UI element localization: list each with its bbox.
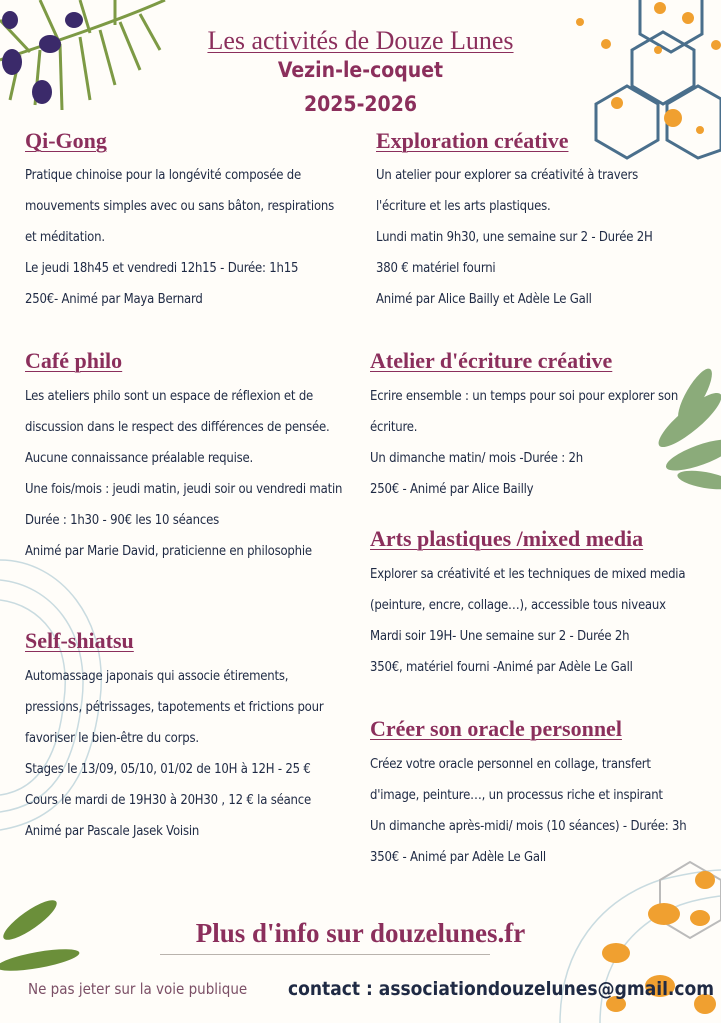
section-line: écriture. — [370, 420, 418, 435]
location-subtitle: Vezin-le-coquet — [277, 58, 444, 82]
contact-email[interactable]: contact : associationdouzelunes@gmail.com — [288, 978, 715, 1000]
section-line: (peinture, encre, collage…), accessible tous niveaux — [370, 598, 666, 613]
section-line: l'écriture et les arts plastiques. — [376, 199, 551, 214]
section-line: Le jeudi 18h45 et vendredi 12h15 - Durée: 1h15 — [25, 261, 299, 276]
section-line: Aucune connaissance préalable requise. — [25, 451, 254, 466]
leaf-decoration — [652, 365, 721, 493]
section-line: 250€- Animé par Maya Bernard — [25, 292, 203, 307]
section-line: Cours le mardi de 19H30 à 20H30 , 12 € la séance — [25, 793, 311, 808]
contour-decoration — [0, 560, 101, 830]
section-line: 350€, matériel fourni -Animé par Adèle Le Gall — [370, 660, 633, 675]
section-title: Exploration créative — [376, 128, 569, 153]
section-line: Lundi matin 9h30, une semaine sur 2 - Durée 2H — [376, 230, 653, 245]
section-line: Mardi soir 19H- Une semaine sur 2 - Durée 2h — [370, 629, 630, 644]
section-line: Pratique chinoise pour la longévité composée de — [25, 168, 302, 183]
section-title: Créer son oracle personnel — [370, 716, 622, 741]
section-line: Animé par Pascale Jasek Voisin — [25, 824, 200, 839]
section-line: 350€ - Animé par Adèle Le Gall — [370, 850, 546, 865]
section-line: et méditation. — [25, 230, 105, 245]
section-line: mouvements simples avec ou sans bâton, respirations — [25, 199, 335, 214]
footer-divider — [160, 954, 490, 955]
section-line: discussion dans le respect des différences de pensée. — [25, 420, 330, 435]
section-line: Un atelier pour explorer sa créativité à travers — [376, 168, 638, 183]
section-line: Un dimanche après-midi/ mois (10 séances) - Durée: 3h — [370, 819, 687, 834]
page-title: Les activités de Douze Lunes — [207, 26, 514, 55]
section-line: Durée : 1h30 - 90€ les 10 séances — [25, 513, 219, 528]
section-title: Arts plastiques /mixed media — [370, 526, 644, 551]
section-line: Automassage japonais qui associe étirements, — [25, 669, 289, 684]
section-line: Un dimanche matin/ mois -Durée : 2h — [370, 451, 583, 466]
season-subtitle: 2025-2026 — [303, 92, 417, 116]
section-line: d'image, peinture…, un processus riche et inspirant — [370, 788, 663, 803]
section-line: Explorer sa créativité et les techniques de mixed media — [370, 567, 686, 582]
more-info-link[interactable]: Plus d'info sur douzelunes.fr — [195, 918, 526, 948]
no-litter-notice: Ne pas jeter sur la voie publique — [28, 980, 248, 998]
section-title: Café philo — [25, 348, 123, 373]
section-line: Animé par Alice Bailly et Adèle Le Gall — [376, 292, 592, 307]
section-line: Créez votre oracle personnel en collage, transfert — [370, 757, 651, 772]
section-line: Ecrire ensemble : un temps pour soi pour explorer son — [370, 389, 679, 404]
section-title: Atelier d'écriture créative — [370, 348, 613, 373]
section-line: Animé par Marie David, praticienne en philosophie — [25, 544, 312, 559]
section-line: favoriser le bien-être du corps. — [25, 731, 199, 746]
section-title: Qi-Gong — [25, 128, 107, 153]
section-line: Stages le 13/09, 05/10, 01/02 de 10H à 12H - 25 € — [25, 762, 311, 777]
section-title: Self-shiatsu — [25, 628, 134, 653]
section-line: 250€ - Animé par Alice Bailly — [370, 482, 534, 497]
section-line: Une fois/mois : jeudi matin, jeudi soir ou vendredi matin — [25, 482, 343, 497]
section-line: 380 € matériel fourni — [376, 261, 496, 276]
section-line: pressions, pétrissages, tapotements et frictions pour — [25, 700, 324, 715]
section-line: Les ateliers philo sont un espace de réflexion et de — [25, 389, 314, 404]
